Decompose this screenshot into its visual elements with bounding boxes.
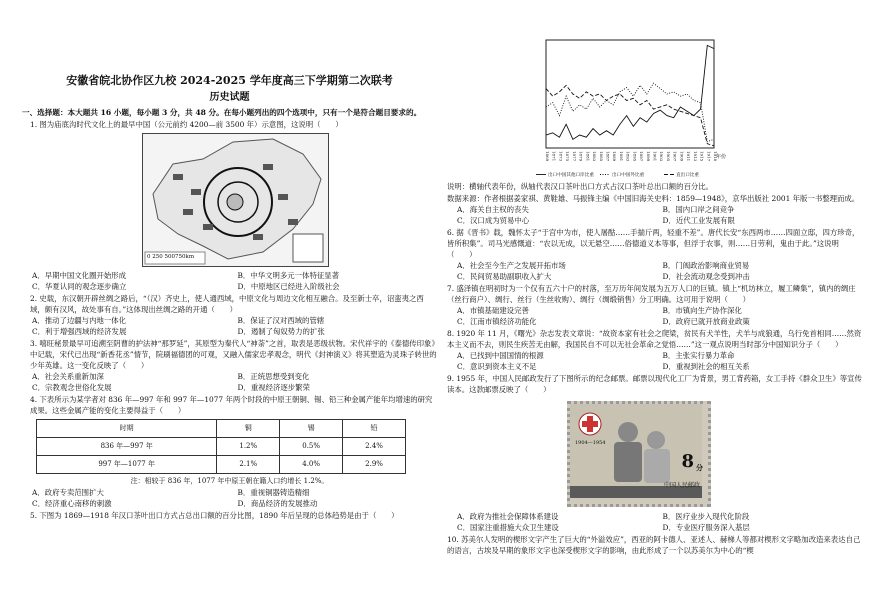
commemorative-stamp bbox=[567, 401, 711, 507]
question-2-options bbox=[22, 315, 437, 337]
left-column bbox=[22, 0, 437, 615]
table-header-row bbox=[37, 420, 406, 438]
question-8-stem: 8. 1920 年 11 月，《曙光》杂志发表文章说：“故资本家有社会之爬梁，贫民有犬羊性，犬羊与成狼通，乌行免首相同……然资本主义而不去，则民生疾苦无由解，我国民自不可以无社会革命之觉悟……”这一观点说明当时部分中国知识分子（ ） bbox=[447, 329, 862, 349]
table-cell: 997 年—1077 年 bbox=[37, 456, 217, 474]
q3-option-d[interactable]: D．重视经济逐步繁荣 bbox=[237, 383, 310, 392]
q8-option-b[interactable]: B．主张实行暴力革命 bbox=[662, 351, 735, 360]
legend-label: 出口中国其他口岸比重 bbox=[548, 173, 594, 178]
table-cell: 1.2% bbox=[217, 438, 280, 456]
x-tick-label: 1875 bbox=[565, 151, 571, 162]
question-6-options bbox=[447, 260, 862, 282]
q6-option-a[interactable]: A．社会至今生产之发展开拓市场 bbox=[457, 261, 566, 270]
q3-option-c[interactable]: C．宗教观念世俗化发展 bbox=[32, 383, 112, 392]
x-tick-label: 1915 bbox=[699, 151, 705, 162]
q4-option-b[interactable]: B．重视铜器铸造精细 bbox=[237, 488, 310, 497]
question-3-options bbox=[22, 371, 437, 393]
q1-option-b[interactable]: B．中华文明多元一体特征显著 bbox=[237, 271, 340, 280]
question-4-options bbox=[22, 487, 437, 509]
china-map-figure bbox=[143, 134, 328, 266]
page-title: 安徽省皖北协作区九校 2024-2025 学年度高三下学期第二次联考 bbox=[66, 74, 393, 87]
q7-option-d[interactable]: D．政府已就开放商业政策 bbox=[662, 317, 750, 326]
q6-option-b[interactable]: B．门阀政治影响商业贸易 bbox=[662, 261, 750, 270]
table-cell: 836 年—997 年 bbox=[37, 438, 217, 456]
x-tick-label: 1887 bbox=[605, 151, 611, 162]
q7-option-c[interactable]: C．江南市镇经济功能化 bbox=[457, 317, 537, 326]
question-3-stem: 3. 嘻旺秘景最早可追溯至阴曹的护法神“那罗延”，其原型为秦代人“神荼”之首，取表是恶级状物。宋代祥宇的《泰德传印象》中记载，宋代已出现“新香花丞”情节，院刷福德团的可观，又融入儒家忠孝观念，明代《封神演义》将其塑造为灵珠子转世的少年英雄。这一变化反映了（ ） bbox=[30, 339, 437, 370]
q8-option-d[interactable]: D．重视到社会的相互关系 bbox=[662, 362, 750, 371]
x-tick-label: 1895 bbox=[632, 151, 638, 162]
table-cell: 4.0% bbox=[280, 456, 343, 474]
q3-option-a[interactable]: A．社会关系重新加深 bbox=[32, 372, 104, 381]
x-tick-label: 1903 bbox=[659, 151, 665, 162]
q4-option-c[interactable]: C．经济重心南移的刺激 bbox=[32, 499, 112, 508]
q2-option-a[interactable]: A．推动了边疆与内地一体化 bbox=[32, 316, 127, 325]
question-10-stem: 10. 苏美尔人发明的楔形文字产生了巨大的“外溢效应”，西亚的阿卡德人、亚述人、赫梯人等都对楔形文字略加改造来表达自己的语言，古埃及早期的象形文字也深受楔形文字的影响，由此形成了一个以苏美尔为中心的“楔 bbox=[447, 535, 861, 555]
q7-option-b[interactable]: B．市镇向生产协作深化 bbox=[662, 306, 742, 315]
table-note: 注：相较于 836 年，1077 年中原王朝在籍人口约增长 1.2%。 bbox=[130, 477, 329, 485]
x-tick-label: 1905 bbox=[665, 151, 671, 162]
right-column bbox=[447, 0, 862, 615]
q4-option-a[interactable]: A．政府专卖范围扩大 bbox=[32, 488, 104, 497]
legend-label: 直出口比重 bbox=[676, 173, 699, 178]
table-cell: 0.5% bbox=[280, 438, 343, 456]
x-tick-label: 1897 bbox=[639, 151, 645, 162]
table-header: 锡 bbox=[280, 420, 343, 438]
x-tick-label: 1911 bbox=[686, 151, 692, 162]
x-tick-label: 1889 bbox=[612, 151, 618, 162]
x-tick-label: 1871 bbox=[551, 151, 557, 162]
x-tick-label: 1891 bbox=[618, 151, 624, 162]
question-6-stem: 6. 据《晋书》载，魏怀太子“于宫中为市，使人屠酤……手揣斤两，轻重不差”。唐代长安“东西两市……四面立邸，四方珍奇，皆所积集”。司马光感慨道：“农以无成，以无悬空……俗德道义本等事，但浮于农事，则……日劳利，鬼由于此。”这说明（ ） bbox=[447, 228, 860, 259]
stamp-value: 8 bbox=[681, 451, 694, 472]
tea-export-chart bbox=[532, 34, 732, 179]
x-tick-label: 1918 bbox=[713, 151, 718, 162]
q9-option-c[interactable]: C．国家注重措施大众卫生建设 bbox=[457, 523, 559, 532]
q1-option-d[interactable]: D．中原地区已经进入阶级社会 bbox=[237, 282, 340, 291]
table-header: 时期 bbox=[37, 420, 217, 438]
q5-option-b[interactable]: B．国内口岸之间竞争 bbox=[662, 205, 735, 214]
q4-option-d[interactable]: D．商品经济的发展推动 bbox=[237, 499, 318, 508]
x-tick-label: 1907 bbox=[672, 151, 678, 162]
table-cell: 2.4% bbox=[343, 438, 406, 456]
chart-source: 数据来源：作者根据姜家祺、黄鞋雄、马振锋主编《中国旧海关史料：1859—1948》，京华出版社 2001 年版一书整理而成。 bbox=[447, 194, 860, 203]
question-1-stem: 1. 图为庙底沟时代文化上的最早中国（公元前约 4200—前 3500 年）示意图，这说明（ ） bbox=[30, 120, 343, 129]
q5-option-d[interactable]: D．近代工业发展有限 bbox=[662, 216, 735, 225]
legend-label: 出口中国外比重 bbox=[612, 173, 645, 178]
x-tick-label: 1917 bbox=[706, 151, 712, 162]
question-1-map bbox=[142, 133, 329, 267]
q9-option-d[interactable]: D．专业医疗服务深入基层 bbox=[662, 523, 750, 532]
table-row bbox=[37, 438, 406, 456]
q7-option-a[interactable]: A．市镇基础建设完善 bbox=[457, 306, 529, 315]
x-tick-label: 1901 bbox=[652, 151, 658, 162]
q6-option-c[interactable]: C．民间贸易助副职收入扩大 bbox=[457, 272, 552, 281]
table-cell: 2.9% bbox=[343, 456, 406, 474]
q3-option-b[interactable]: B．正统思想受到变化 bbox=[237, 372, 310, 381]
question-4-stem: 4. 下表所示为某学者对 836 年—997 年和 997 年—1077 年两个时段的中原王朝铜、锡、铅三种金属产能年均增速的研究成果。这些金属产能的变化主要得益于（ ） bbox=[30, 395, 433, 415]
x-tick-label: 1913 bbox=[692, 151, 698, 162]
question-7-stem: 7. 盛泽镇在明初时为一个仅有五六十户的村落，至万历年间发展为五万人口的巨镇。镇上“机坊林立，履工鳞集”，镇内的绸庄（丝行商户）、绸行、丝行（生丝收购）、绸行（绸缎销售）分工明确。这可用于说明（ ） bbox=[447, 284, 856, 304]
x-tick-label: 1881 bbox=[585, 151, 591, 162]
x-tick-label: 1909 bbox=[679, 151, 685, 162]
x-tick-label: 1893 bbox=[625, 151, 631, 162]
q5-option-a[interactable]: A．海关自主权的丧失 bbox=[457, 205, 529, 214]
q9-option-a[interactable]: A．政府为推社会保障体系建设 bbox=[457, 512, 559, 521]
question-9-options bbox=[447, 511, 862, 533]
page-subtitle: 历史试题 bbox=[209, 92, 250, 103]
x-axis-suffix: 年份 bbox=[716, 154, 727, 160]
question-8-options bbox=[447, 350, 862, 372]
question-5-stem: 5. 下图为 1869—1918 年汉口茶叶出口方式占总出口额的百分比图，1890 年后呈现的总体趋势是由于（ ） bbox=[30, 511, 399, 520]
question-7-options bbox=[447, 305, 862, 327]
table-row bbox=[37, 456, 406, 474]
q8-option-c[interactable]: C．意识到资本主义不足 bbox=[457, 362, 537, 371]
x-tick-label: 1883 bbox=[592, 151, 598, 162]
question-5-options bbox=[447, 204, 862, 226]
q2-option-b[interactable]: B．保证了汉对西域的管辖 bbox=[237, 316, 325, 325]
q9-option-b[interactable]: B．医疗业步入现代化阶段 bbox=[662, 512, 750, 521]
question-4-table bbox=[36, 419, 406, 474]
plot-frame bbox=[546, 40, 714, 148]
x-tick-label: 1885 bbox=[598, 151, 604, 162]
chart-note: 说明：横轴代表年份，纵轴代表汉口茶叶出口方式占汉口茶叶总出口额的百分比。 bbox=[447, 182, 714, 191]
table-header: 铅 bbox=[343, 420, 406, 438]
q6-option-d[interactable]: D．社会流动观念受到冲击 bbox=[662, 272, 750, 281]
map-scale-label: 0 250 500750km bbox=[147, 254, 195, 260]
table-header: 铜 bbox=[217, 420, 280, 438]
x-tick-label: 1879 bbox=[578, 151, 584, 162]
q2-option-c[interactable]: C．利于增强西域的经济发展 bbox=[32, 327, 127, 336]
q8-option-a[interactable]: A．已找到中国国情的根源 bbox=[457, 351, 544, 360]
q2-option-d[interactable]: D．遏制了匈奴势力的扩张 bbox=[237, 327, 325, 336]
x-tick-label: 1899 bbox=[645, 151, 651, 162]
question-1-options bbox=[22, 270, 437, 292]
stamp-years: 1904—1954 bbox=[575, 440, 606, 446]
table-cell: 2.1% bbox=[217, 456, 280, 474]
q5-option-c[interactable]: C．汉口成为贸易中心 bbox=[457, 216, 530, 225]
stamp-unit: 分 bbox=[696, 463, 703, 472]
q1-option-a[interactable]: A．早期中国文化圈开始形成 bbox=[32, 271, 127, 280]
line-chart-svg bbox=[532, 34, 732, 179]
x-tick-label: 1877 bbox=[571, 151, 577, 162]
question-2-stem: 2. 史载，东汉朝开辟丝绸之路后，“（汉）齐史上，使人通西域，中原文化与周边文化相互融合。及至新士卒，诏蛮夷之西域，颇有汉风，故处事有自。”这体现出丝绸之路的开通（ ） bbox=[30, 294, 424, 314]
q1-option-c[interactable]: C．华夏认同的观念逐步确立 bbox=[32, 282, 127, 291]
question-9-stem: 9. 1955 年，中国人民邮政发行了下图所示的纪念邮票。邮票以现代化工厂为背景，男工背药箱，女工手持《群众卫生》等宣传读本。这款邮票反映了（ ） bbox=[447, 374, 862, 394]
section-heading: 一、选择题：本大题共 16 小题，每小题 3 分，共 48 分。在每小题列出的四个选项中，只有一个是符合题目要求的。 bbox=[22, 108, 422, 117]
series-line-2 bbox=[546, 85, 714, 145]
x-tick-label: 1873 bbox=[558, 151, 564, 162]
x-tick-label: 1869 bbox=[545, 151, 550, 162]
stamp-country: 中国人民邮政 bbox=[663, 482, 700, 489]
